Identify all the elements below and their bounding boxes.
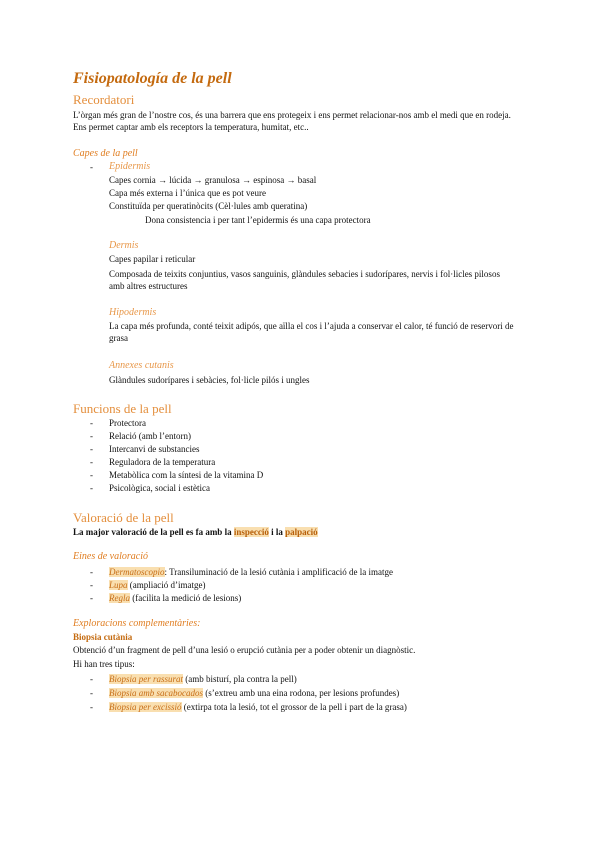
eina-item	[109, 579, 205, 591]
section-heading-valoracio: Valoració de la pell	[73, 510, 174, 525]
hipodermis-text: La capa més profunda, conté teixit adipós, que aïlla el cos i l’ajuda a conservar el calor, té funció de reservori de grasa	[109, 321, 514, 343]
bullet-dash: -	[90, 162, 93, 172]
epidermis-note: Dona consistencia i per tant l’epidermis és una capa protectora	[145, 215, 371, 225]
eines-heading: Eines de valoració	[73, 551, 148, 562]
funcions-item: Protectora	[109, 418, 146, 428]
biopsia-heading: Biopsia cutània	[73, 632, 133, 642]
biopsia-item	[109, 673, 297, 685]
bullet-dash: -	[90, 593, 93, 603]
annexes-title: Annexes cutanis	[109, 360, 174, 371]
bullet-dash: -	[90, 567, 93, 577]
epidermis-title: Epidermis	[109, 161, 151, 172]
bullet-dash: -	[90, 674, 93, 684]
biopsia-text: Obtenció d’un fragment de pell d’una lesió o erupció cutània per a poder obtenir un diagnòstic.	[73, 645, 416, 655]
valoracio-intro-mid: i la	[268, 527, 286, 537]
eina-term: Regla	[109, 593, 130, 603]
bullet-dash: -	[90, 431, 93, 441]
section-heading-recordatori: Recordatori	[73, 92, 135, 107]
section-heading-capes: Capes de la pell	[73, 148, 138, 159]
biopsia-term: Biopsia per rassurat	[109, 674, 184, 684]
funcions-item: Relació (amb l’entorn)	[109, 431, 191, 441]
epidermis-line-1: Capes cornia → lúcida → granulosa → espinosa → basal	[109, 175, 317, 185]
tipus-text: Hi han tres tipus:	[73, 659, 135, 669]
funcions-item: Intercanvi de substancies	[109, 444, 200, 454]
bullet-dash: -	[90, 483, 93, 493]
epidermis-line-2: Capa més externa i l’única que es pot veure	[109, 188, 266, 198]
eina-term: Dermatoscopio	[109, 567, 165, 577]
eina-desc: (facilita la medició de lesions)	[130, 593, 242, 603]
biopsia-term: Biopsia amb sacabocados	[109, 688, 203, 698]
funcions-item: Psicològica, social i estètica	[109, 483, 210, 493]
biopsia-desc: (extirpa tota la lesió, tot el grossor de la pell i part de la grasa)	[181, 702, 407, 712]
biopsia-desc: (s’extreu amb una eina rodona, per lesions profundes)	[203, 688, 400, 698]
bullet-dash: -	[90, 470, 93, 480]
eina-desc: : Transiluminació de la lesió cutània i amplificació de la imatge	[164, 567, 393, 577]
page-title: Fisiopatología de la pell	[73, 70, 232, 87]
recordatori-paragraph: L’òrgan més gran de l’nostre cos, és una barrera que ens protegeix i ens permet relacionar-nos amb el medi que en rodeja. Ens permet captar amb els receptors la temperatura, humitat, etc..	[73, 110, 511, 132]
bullet-dash: -	[90, 688, 93, 698]
eina-item	[109, 592, 241, 604]
biopsia-desc: (amb bisturí, pla contra la pell)	[183, 674, 297, 684]
highlight-inspeccio: inspecció	[233, 527, 269, 537]
epidermis-line-3: Constituïda per queratinòcits (Cèl·lules amb queratina)	[109, 201, 308, 211]
exploracions-heading: Exploracions complementàries:	[73, 618, 201, 629]
eina-item	[109, 566, 393, 578]
section-heading-funcions: Funcions de la pell	[73, 401, 172, 416]
highlight-palpacio: palpació	[285, 527, 318, 537]
funcions-item: Reguladora de la temperatura	[109, 457, 216, 467]
valoracio-intro-text: La major valoració de la pell es fa amb la	[73, 527, 234, 537]
hipodermis-title: Hipodermis	[109, 307, 157, 318]
biopsia-term: Biopsia per excissió	[109, 702, 182, 712]
eina-desc: (ampliació d’imatge)	[127, 580, 206, 590]
valoracio-intro	[73, 526, 318, 538]
biopsia-item	[109, 701, 407, 713]
bullet-dash: -	[90, 418, 93, 428]
dermis-line-1: Capes papilar i reticular	[109, 254, 196, 264]
bullet-dash: -	[90, 444, 93, 454]
dermis-title: Dermis	[109, 240, 139, 251]
dermis-line-2: Composada de teixits conjuntius, vasos sanguinis, glàndules sebacies i sudorípares, nervis i fol·licles pilosos amb altres estructures	[109, 269, 500, 291]
biopsia-item	[109, 687, 399, 699]
annexes-text: Glàndules sudorípares i sebàcies, fol·licle pilós i ungles	[109, 375, 310, 385]
bullet-dash: -	[90, 580, 93, 590]
funcions-item: Metabòlica com la síntesi de la vitamina D	[109, 470, 264, 480]
eina-term: Lupa	[109, 580, 128, 590]
bullet-dash: -	[90, 702, 93, 712]
bullet-dash: -	[90, 457, 93, 467]
